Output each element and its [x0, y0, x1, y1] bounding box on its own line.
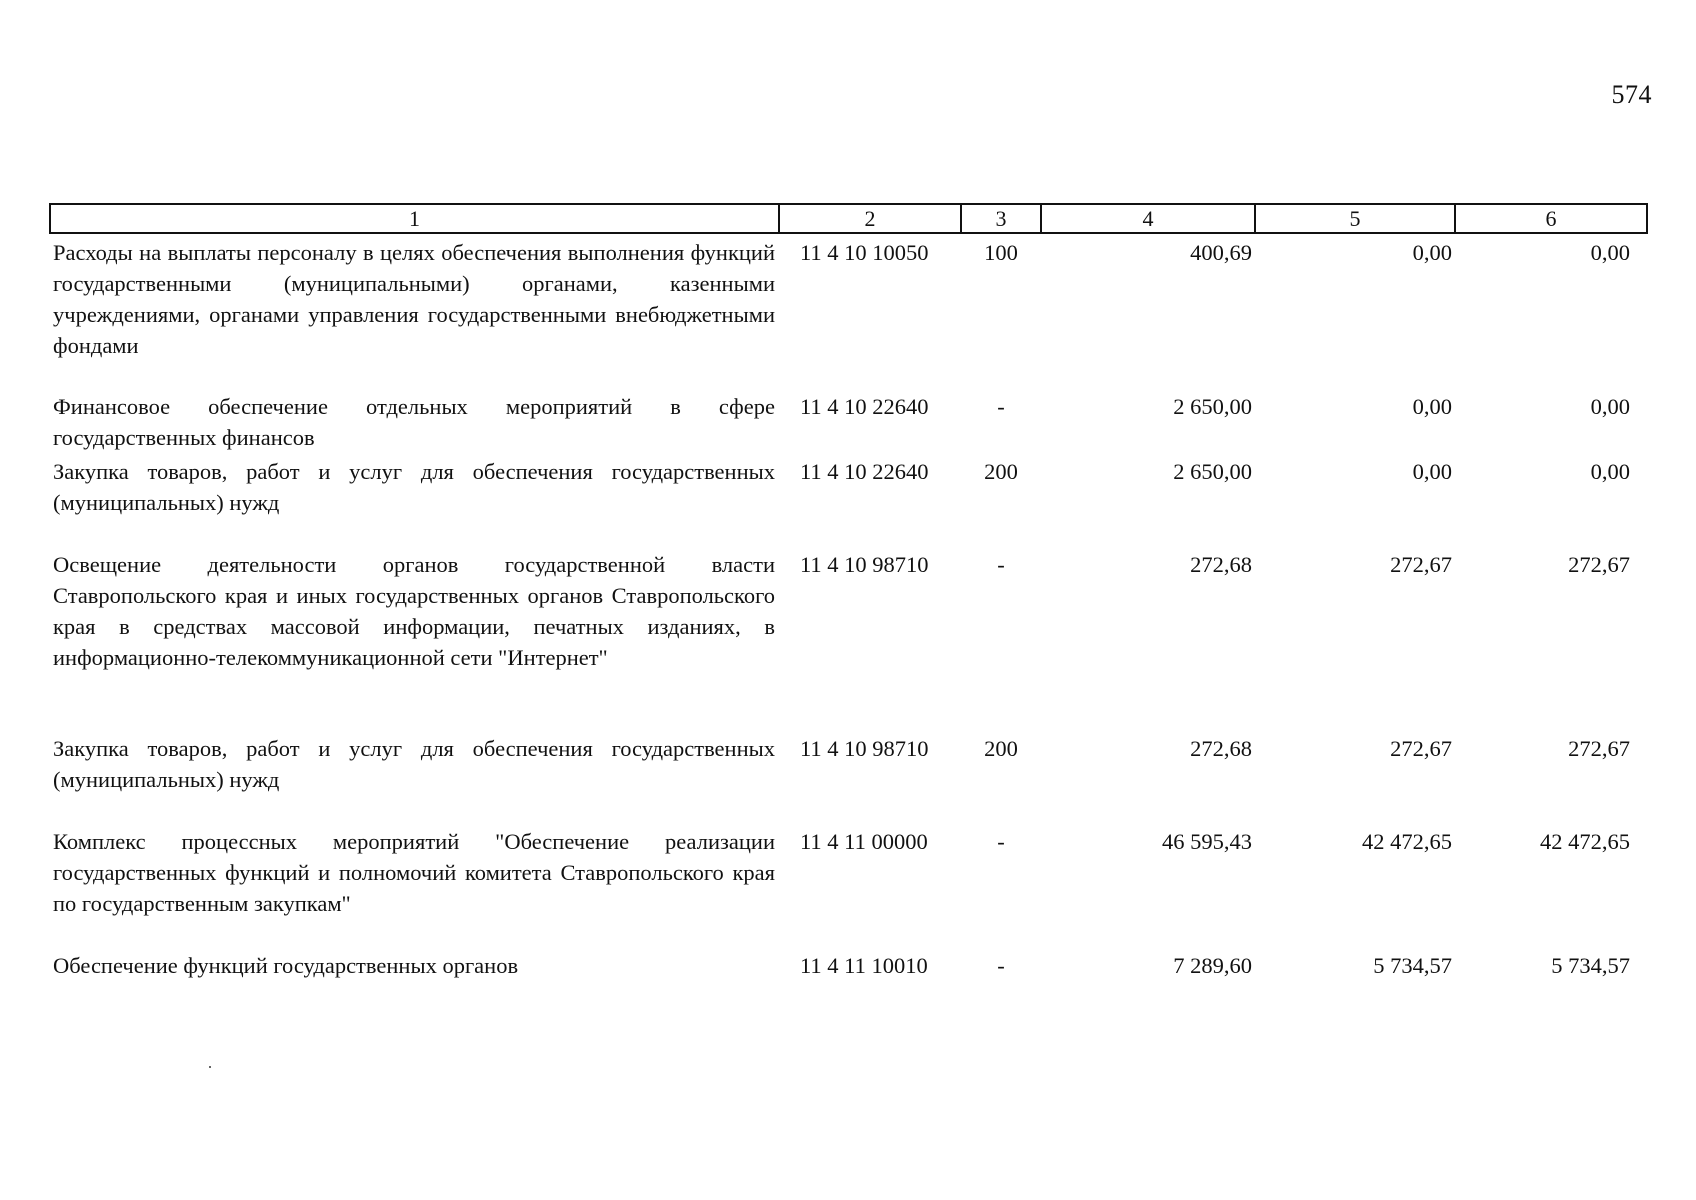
row-value-5: 0,00 [1412, 394, 1452, 419]
row-value-5: 0,00 [1412, 459, 1452, 484]
row-value-6: 272,67 [1568, 736, 1630, 761]
table-header-row [50, 204, 1647, 233]
row-value-6: 5 734,57 [1551, 953, 1630, 978]
row-name: Комплекс процессных мероприятий "Обеспечение реализации государственных функций и полномочий комитета Ставропольского края по государственным закупкам" [53, 829, 775, 916]
row-code: 11 4 10 98710 [800, 736, 929, 761]
row-value-5: 272,67 [1390, 552, 1452, 577]
row-expense-type: 200 [984, 459, 1018, 484]
row-expense-type: - [997, 829, 1005, 854]
row-code: 11 4 11 00000 [800, 829, 928, 854]
row-expense-type: - [997, 394, 1005, 419]
row-value-6: 0,00 [1590, 394, 1630, 419]
row-value-4: 2 650,00 [1173, 459, 1252, 484]
row-value-4: 272,68 [1190, 552, 1252, 577]
row-value-4: 46 595,43 [1162, 829, 1252, 854]
row-value-6: 42 472,65 [1540, 829, 1630, 854]
row-code: 11 4 10 22640 [800, 394, 929, 419]
table-row [50, 546, 1647, 730]
table-row [50, 233, 1647, 388]
header-col-6: 6 [1455, 204, 1647, 233]
header-col-2: 2 [779, 204, 961, 233]
row-value-6: 0,00 [1590, 459, 1630, 484]
table-row [50, 388, 1647, 453]
row-expense-type: 100 [984, 240, 1018, 265]
header-col-1: 1 [50, 204, 779, 233]
row-value-5: 5 734,57 [1373, 953, 1452, 978]
table-row [50, 730, 1647, 823]
header-col-5: 5 [1255, 204, 1455, 233]
row-name: Закупка товаров, работ и услуг для обеспечения государственных (муниципальных) нужд [53, 736, 775, 792]
row-name: Расходы на выплаты персоналу в целях обеспечения выполнения функций государственными (муниципальными) органами, казенными учреждениями, органами управления государственными внебюджетными фондами [53, 240, 775, 358]
table-row [50, 823, 1647, 947]
row-value-5: 0,00 [1412, 240, 1452, 265]
row-value-4: 400,69 [1190, 240, 1252, 265]
row-code: 11 4 10 10050 [800, 240, 929, 265]
row-expense-type: - [997, 552, 1005, 577]
row-value-4: 272,68 [1190, 736, 1252, 761]
row-value-5: 42 472,65 [1362, 829, 1452, 854]
row-name: Финансовое обеспечение отдельных мероприятий в сфере государственных финансов [53, 394, 775, 450]
row-expense-type: 200 [984, 736, 1018, 761]
row-name: Закупка товаров, работ и услуг для обеспечения государственных (муниципальных) нужд [53, 459, 775, 515]
row-code: 11 4 10 98710 [800, 552, 929, 577]
row-name: Обеспечение функций государственных органов [53, 953, 519, 978]
table-row [50, 947, 1647, 987]
row-expense-type: - [997, 953, 1005, 978]
page-number: 574 [1611, 80, 1652, 109]
row-value-4: 2 650,00 [1173, 394, 1252, 419]
row-value-4: 7 289,60 [1173, 953, 1252, 978]
budget-table [49, 203, 1648, 987]
header-col-4: 4 [1041, 204, 1255, 233]
row-value-5: 272,67 [1390, 736, 1452, 761]
row-value-6: 0,00 [1590, 240, 1630, 265]
header-col-3: 3 [961, 204, 1041, 233]
row-code: 11 4 11 10010 [800, 953, 928, 978]
scan-speck [209, 1066, 211, 1068]
row-value-6: 272,67 [1568, 552, 1630, 577]
row-code: 11 4 10 22640 [800, 459, 929, 484]
row-name: Освещение деятельности органов государственной власти Ставропольского края и иных государственных органов Ставропольского края в средствах массовой информации, печатных изданиях, в информационно-телекоммуникационной сети "Интернет" [53, 552, 775, 670]
table-row [50, 453, 1647, 546]
